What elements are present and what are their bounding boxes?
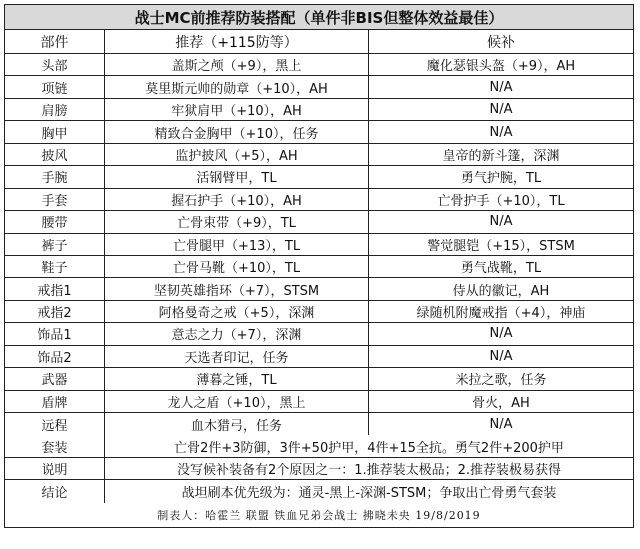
slot-cell: 头部: [5, 54, 105, 75]
alternative-cell: 勇气护腕，TL: [460, 171, 542, 187]
recommended-cell: 龙人之盾（+10），黑上: [105, 391, 369, 412]
recommended-cell: 莫里斯元帅的勋章（+10），AH: [105, 76, 369, 97]
header-slot: 部件: [5, 30, 105, 53]
recommended-cell: 血木猎弓，任务: [105, 413, 369, 435]
slot-cell: 饰品2: [5, 346, 105, 367]
table-row: [5, 76, 633, 98]
table-row: [5, 278, 633, 300]
alternative-cell: 皇帝的新斗篷，深渊: [442, 148, 560, 164]
alternative-cell: 亡骨护手（+10），TL: [437, 193, 565, 209]
recommended-cell: 意志之力（+7），深渊: [105, 323, 369, 344]
table-row: [5, 144, 633, 166]
recommended-cell: 握石护手（+10），AH: [105, 189, 369, 210]
recommended-cell: 牢狱肩甲（+10），AH: [105, 99, 369, 120]
table-row: [5, 99, 633, 121]
footer-note: 制表人：哈霍兰 联盟 铁血兄弟会战士 拂晓未央 19/8/2019: [157, 508, 481, 522]
summary-row: [5, 435, 633, 457]
alternative-cell: N/A: [489, 326, 513, 342]
table-row: [5, 301, 633, 323]
recommended-cell: 亡骨腿甲（+13），TL: [105, 234, 369, 255]
table-row: [5, 54, 633, 76]
table-row: [5, 211, 633, 233]
table-row: [5, 121, 633, 143]
table-row: [5, 346, 633, 368]
slot-cell: 远程: [5, 413, 105, 435]
summary-label: 说明: [5, 458, 105, 479]
recommended-cell: 盖斯之颅（+9），黑上: [105, 54, 369, 75]
alternative-cell: 警觉腿铠（+15），STSM: [427, 238, 575, 254]
recommended-cell: 亡骨束带（+9），TL: [105, 211, 369, 232]
table-row: [5, 256, 633, 278]
slot-cell: 武器: [5, 368, 105, 389]
slot-cell: 肩膀: [5, 99, 105, 120]
summary-text: 战坦刷本优先级为：通灵-黑上-深渊-STSM；争取出亡骨勇气套装: [181, 486, 557, 502]
recommended-cell: 薄暮之锤，TL: [105, 368, 369, 389]
alternative-cell: N/A: [489, 348, 513, 364]
summary-row: [5, 480, 633, 502]
recommended-cell: 天选者印记，任务: [105, 346, 369, 367]
slot-cell: 裤子: [5, 234, 105, 255]
slot-cell: 手腕: [5, 166, 105, 187]
table-row: [5, 391, 633, 413]
slot-cell: 腰带: [5, 211, 105, 232]
table-row: [5, 166, 633, 188]
table-row: [5, 234, 633, 256]
alternative-cell: 侍从的徽记，AH: [452, 283, 550, 299]
footer-row: [5, 503, 633, 527]
recommended-cell: 阿格曼奇之戒（+5），深渊: [105, 301, 369, 322]
recommended-cell: 监护披风（+5），AH: [105, 144, 369, 165]
slot-cell: 胸甲: [5, 121, 105, 142]
header-alternative: 候补: [487, 34, 515, 51]
slot-cell: 戒指1: [5, 278, 105, 299]
slot-cell: 手套: [5, 189, 105, 210]
slot-cell: 鞋子: [5, 256, 105, 277]
recommended-cell: 坚韧英雄指环（+7），STSM: [105, 278, 369, 299]
title-row: [5, 5, 633, 30]
table-row: [5, 323, 633, 345]
alternative-cell: 骨火，AH: [472, 395, 530, 411]
table-row: [5, 368, 633, 390]
header-row: [5, 30, 633, 54]
table-title: 战士MC前推荐防装搭配（单件非BIS但整体效益最佳）: [134, 8, 504, 27]
summary-text: 没写候补装备有2个原因之一：1.推荐装太极品；2.推荐装极易获得: [176, 463, 562, 479]
table-row: [5, 413, 633, 435]
alternative-cell: 魔化瑟银头盔（+9），AH: [426, 59, 576, 75]
table-row: [5, 189, 633, 211]
gear-table: [4, 4, 634, 528]
summary-row: [5, 458, 633, 480]
alternative-cell: N/A: [489, 102, 513, 118]
header-recommended: 推荐（+115防等）: [105, 30, 369, 53]
alternative-cell: N/A: [489, 416, 513, 432]
alternative-cell: 勇气战靴，TL: [460, 261, 542, 277]
summary-label: 套装: [5, 435, 105, 456]
alternative-cell: 米拉之歌，任务: [455, 373, 547, 389]
summary-label: 结论: [5, 480, 105, 502]
slot-cell: 项链: [5, 76, 105, 97]
summary-text: 亡骨2件+3防御，3件+50护甲，4件+15全抗。勇气2件+200护甲: [174, 440, 564, 456]
alternative-cell: 绿随机附魔戒指（+4），神庙: [416, 306, 586, 322]
alternative-cell: N/A: [489, 79, 513, 95]
slot-cell: 饰品1: [5, 323, 105, 344]
recommended-cell: 活钢臂甲，TL: [105, 166, 369, 187]
alternative-cell: N/A: [489, 124, 513, 140]
recommended-cell: 亡骨马靴（+10），TL: [105, 256, 369, 277]
slot-cell: 盾牌: [5, 391, 105, 412]
alternative-cell: N/A: [489, 214, 513, 230]
recommended-cell: 精致合金胸甲（+10），任务: [105, 121, 369, 142]
slot-cell: 戒指2: [5, 301, 105, 322]
slot-cell: 披风: [5, 144, 105, 165]
